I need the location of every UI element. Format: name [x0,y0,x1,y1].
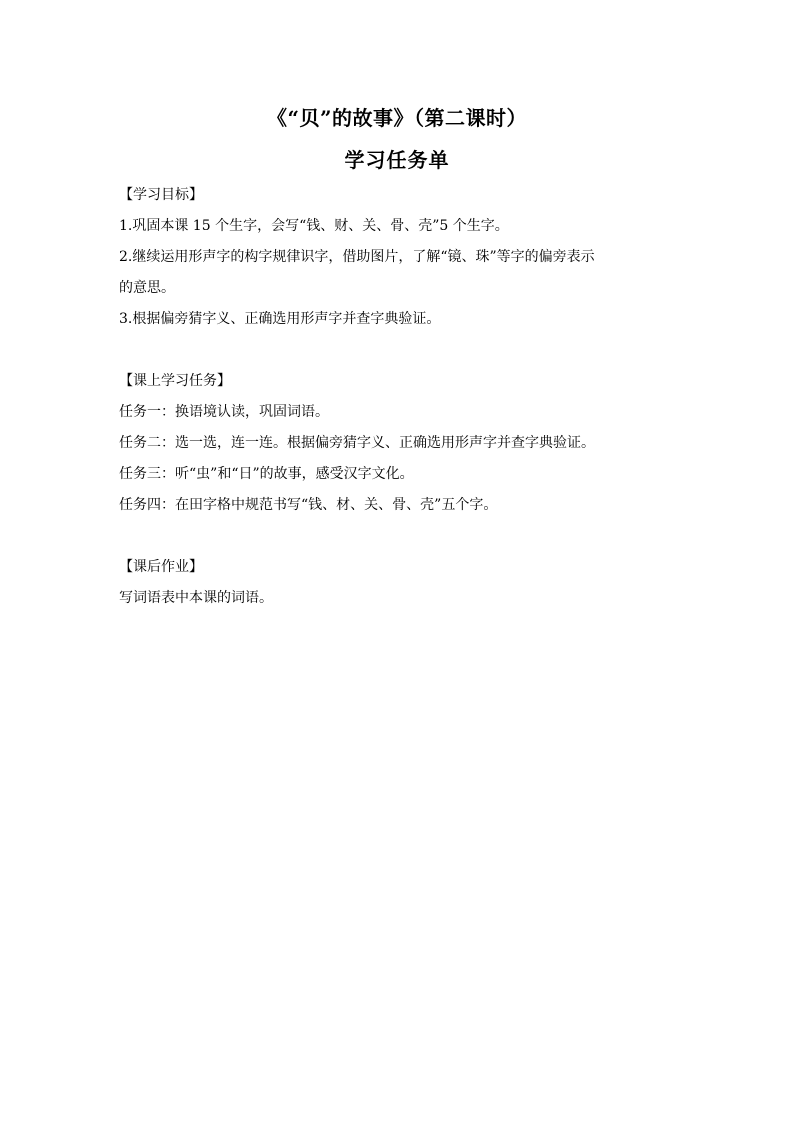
homework-item-1: 写词语表中本课的词语。 [119,590,273,606]
task-item-1: 任务一：换语境认读，巩固词语。 [119,404,329,420]
section-heading-homework: 【课后作业】 [119,559,203,575]
task-item-2: 任务二：选一选，连一连。根据偏旁猜字义、正确选用形声字并查字典验证。 [119,435,595,451]
document-subtitle: 学习任务单 [344,148,450,172]
task-item-3: 任务三：听“虫”和“日”的故事，感受汉字文化。 [119,466,414,482]
section-spacer [119,335,689,366]
task-item-4: 任务四：在田字格中规范书写“钱、材、关、骨、壳”五个字。 [119,497,498,513]
goal-item-2: 2.继续运用形声字的构字规律识字，借助图片，了解“镜、珠”等字的偏旁表示 [119,249,595,265]
goal-item-3: 3.根据偏旁猜字义、正确选用形声字并查字典验证。 [119,311,441,327]
document-body [119,180,689,614]
goal-item-1: 1.巩固本课 15 个生字，会写“钱、财、关、骨、壳”5 个生字。 [119,218,509,234]
section-spacer [119,521,689,552]
section-heading-tasks: 【课上学习任务】 [119,373,231,389]
document-title: 《“贝”的故事》（第二课时） [266,106,527,130]
section-heading-goals: 【学习目标】 [119,187,203,203]
goal-item-2-continued: 的意思。 [119,280,175,296]
